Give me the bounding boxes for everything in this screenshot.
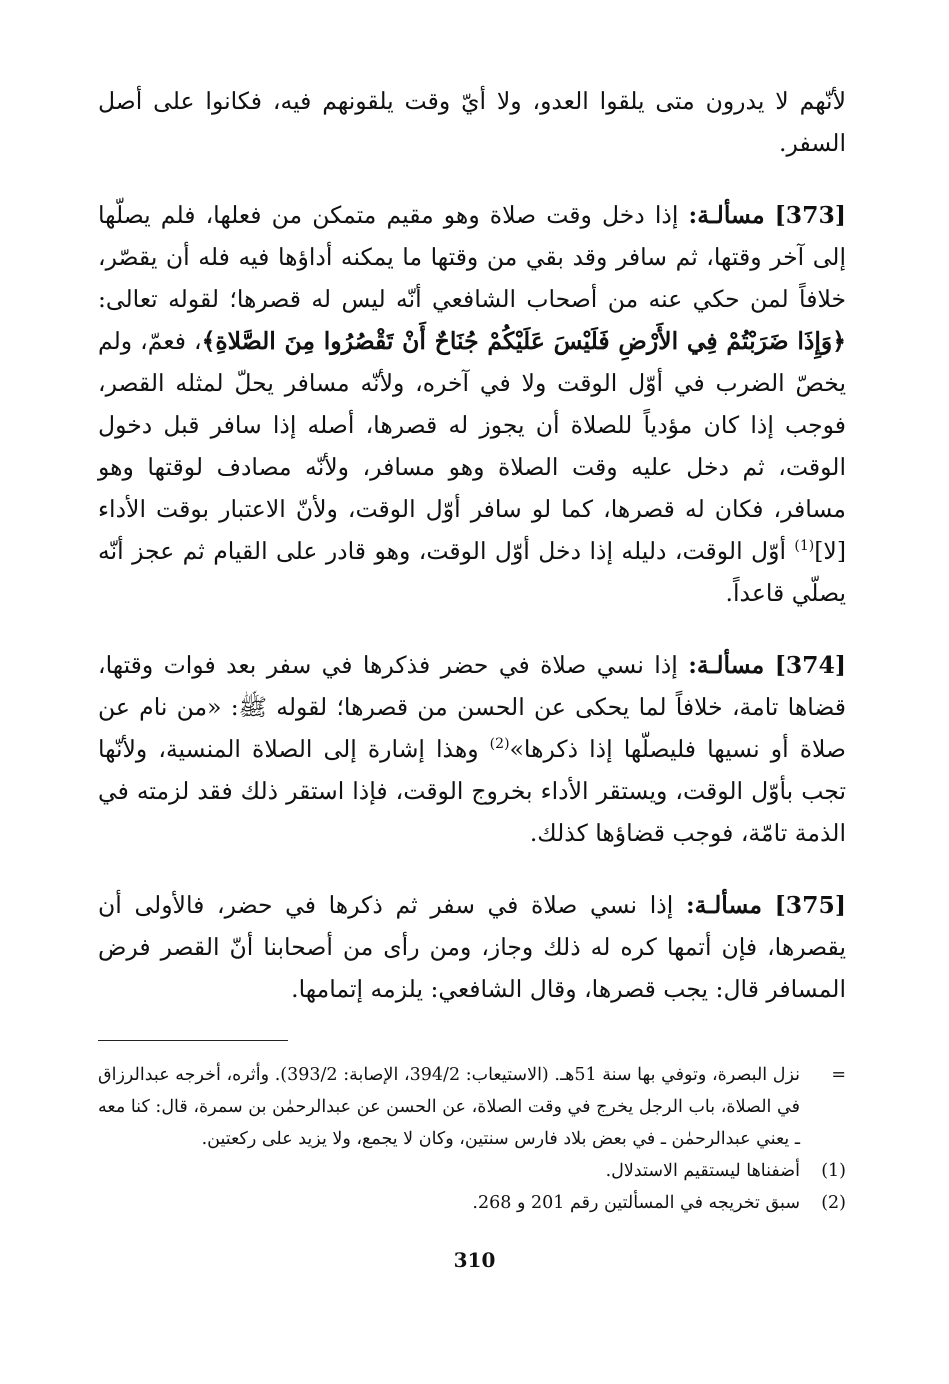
footnote-divider — [98, 1040, 288, 1041]
paragraph-text: لأنّهم لا يدرون متى يلقوا العدو، ولا أيّ وقت يلقونهم فيه، فكانوا على أصل السفر. — [98, 87, 846, 157]
footnote-mark: (1) — [821, 1161, 846, 1181]
page-body — [98, 80, 846, 1219]
paragraph-text: وهذا إشارة إلى الصلاة المنسية، ولأنّها تجب بأوّل الوقت، ويستقر الأداء بخروج الوقت، فإذا استقر ذلك فقد لزمته في الذمة تامّة، فوجب قضاؤها كذلك. — [98, 735, 846, 847]
paragraph-continuation — [98, 80, 846, 164]
paragraph-issue-373 — [98, 194, 846, 614]
paragraph-text: إذا نسي صلاة في حضر فذكرها في سفر بعد فوات وقتها، قضاها تامة، خلافاً لما يحكى عن الحسن من قصرها؛ لقوله ﷺ: «من نام عن صلاة أو نسيها فليصلّها إذا ذكرها» — [98, 651, 846, 763]
page-number: 310 — [453, 1248, 496, 1272]
footnotes — [98, 1059, 846, 1219]
issue-heading: مسألـة: — [685, 891, 762, 919]
paragraph-text: إذا نسي صلاة في سفر ثم ذكرها في حضر، فالأولى أن يقصرها، فإن أتمها كره له ذلك وجاز، ومن رأى من أصحابنا أنّ القصر فرض المسافر قال: يجب قصرها، وقال الشافعي: يلزمه إتمامها. — [98, 891, 846, 1003]
paragraph-text: أوّل الوقت، دليله إذا دخل أوّل الوقت، وهو قادر على القيام ثم عجز أنّه يصلّي قاعداً. — [98, 537, 846, 607]
issue-number: [375] — [774, 891, 846, 919]
paragraph-text: إذا دخل وقت صلاة وهو مقيم متمكن من فعلها، فلم يصلّها إلى آخر وقتها، ثم سافر وقد بقي من وقتها ما يمكنه أداؤها فيه فله أن يقصّر، خلافاً لمن حكي عنه من أصحاب الشافعي أنّه ليس له قصرها؛ لقوله تعالى: — [98, 201, 846, 313]
issue-heading: مسألـة: — [688, 201, 765, 229]
footnote-mark: (2) — [821, 1193, 846, 1213]
paragraph-text: ، فعمّ، ولم يخصّ الضرب في أوّل الوقت ولا في آخره، ولأنّه مسافر يحلّ لمثله القصر، فوجب إذا كان مؤدياً للصلاة أن يجوز له قصرها، أصله إذا سافر قبل دخول الوقت، ثم دخل عليه وقت الصلاة وهو مسافر، ولأنّه مصادف لوقتها وهو مسافر، فكان له قصرها، كما لو سافر أوّل الوقت، ولأنّ الاعتبار بوقت الأداء [لا] — [98, 327, 846, 565]
issue-number: [373] — [774, 201, 846, 229]
footnote-2 — [98, 1187, 846, 1219]
footnote-continuation — [98, 1059, 846, 1155]
footnote-text: نزل البصرة، وتوفي بها سنة 51هـ. (الاستيعاب: 394/2، الإصابة: 393/2). وأثره، أخرجه عبدالرزاق في الصلاة، باب الرجل يخرج في وقت الصلاة، عن الحسن عن عبدالرحمٰن بن سمرة، قال: كنا معه ـ يعني عبدالرحمٰن ـ في بعض بلاد فارس سنتين، وكان لا يجمع، ولا يزيد على ركعتين. — [98, 1065, 800, 1149]
issue-number: [374] — [774, 651, 846, 679]
footnote-text: سبق تخريجه في المسألتين رقم 201 و 268. — [472, 1193, 800, 1213]
paragraph-issue-374 — [98, 644, 846, 854]
footnote-1 — [98, 1155, 846, 1187]
quran-verse: ﴿وَإِذَا ضَرَبْتُمْ فِي الأَرْضِ فَلَيْسَ عَلَيْكُمْ جُنَاحٌ أَنْ تَقْصُرُوا مِنَ الصَّلاةِ﴾ — [201, 327, 846, 355]
issue-heading: مسألـة: — [688, 651, 765, 679]
footnote-mark: = — [831, 1065, 846, 1085]
footnote-text: أضفناها ليستقيم الاستدلال. — [605, 1161, 800, 1181]
footnote-reference: (2) — [489, 736, 510, 753]
paragraph-issue-375 — [98, 884, 846, 1010]
footnote-reference: (1) — [794, 538, 815, 555]
